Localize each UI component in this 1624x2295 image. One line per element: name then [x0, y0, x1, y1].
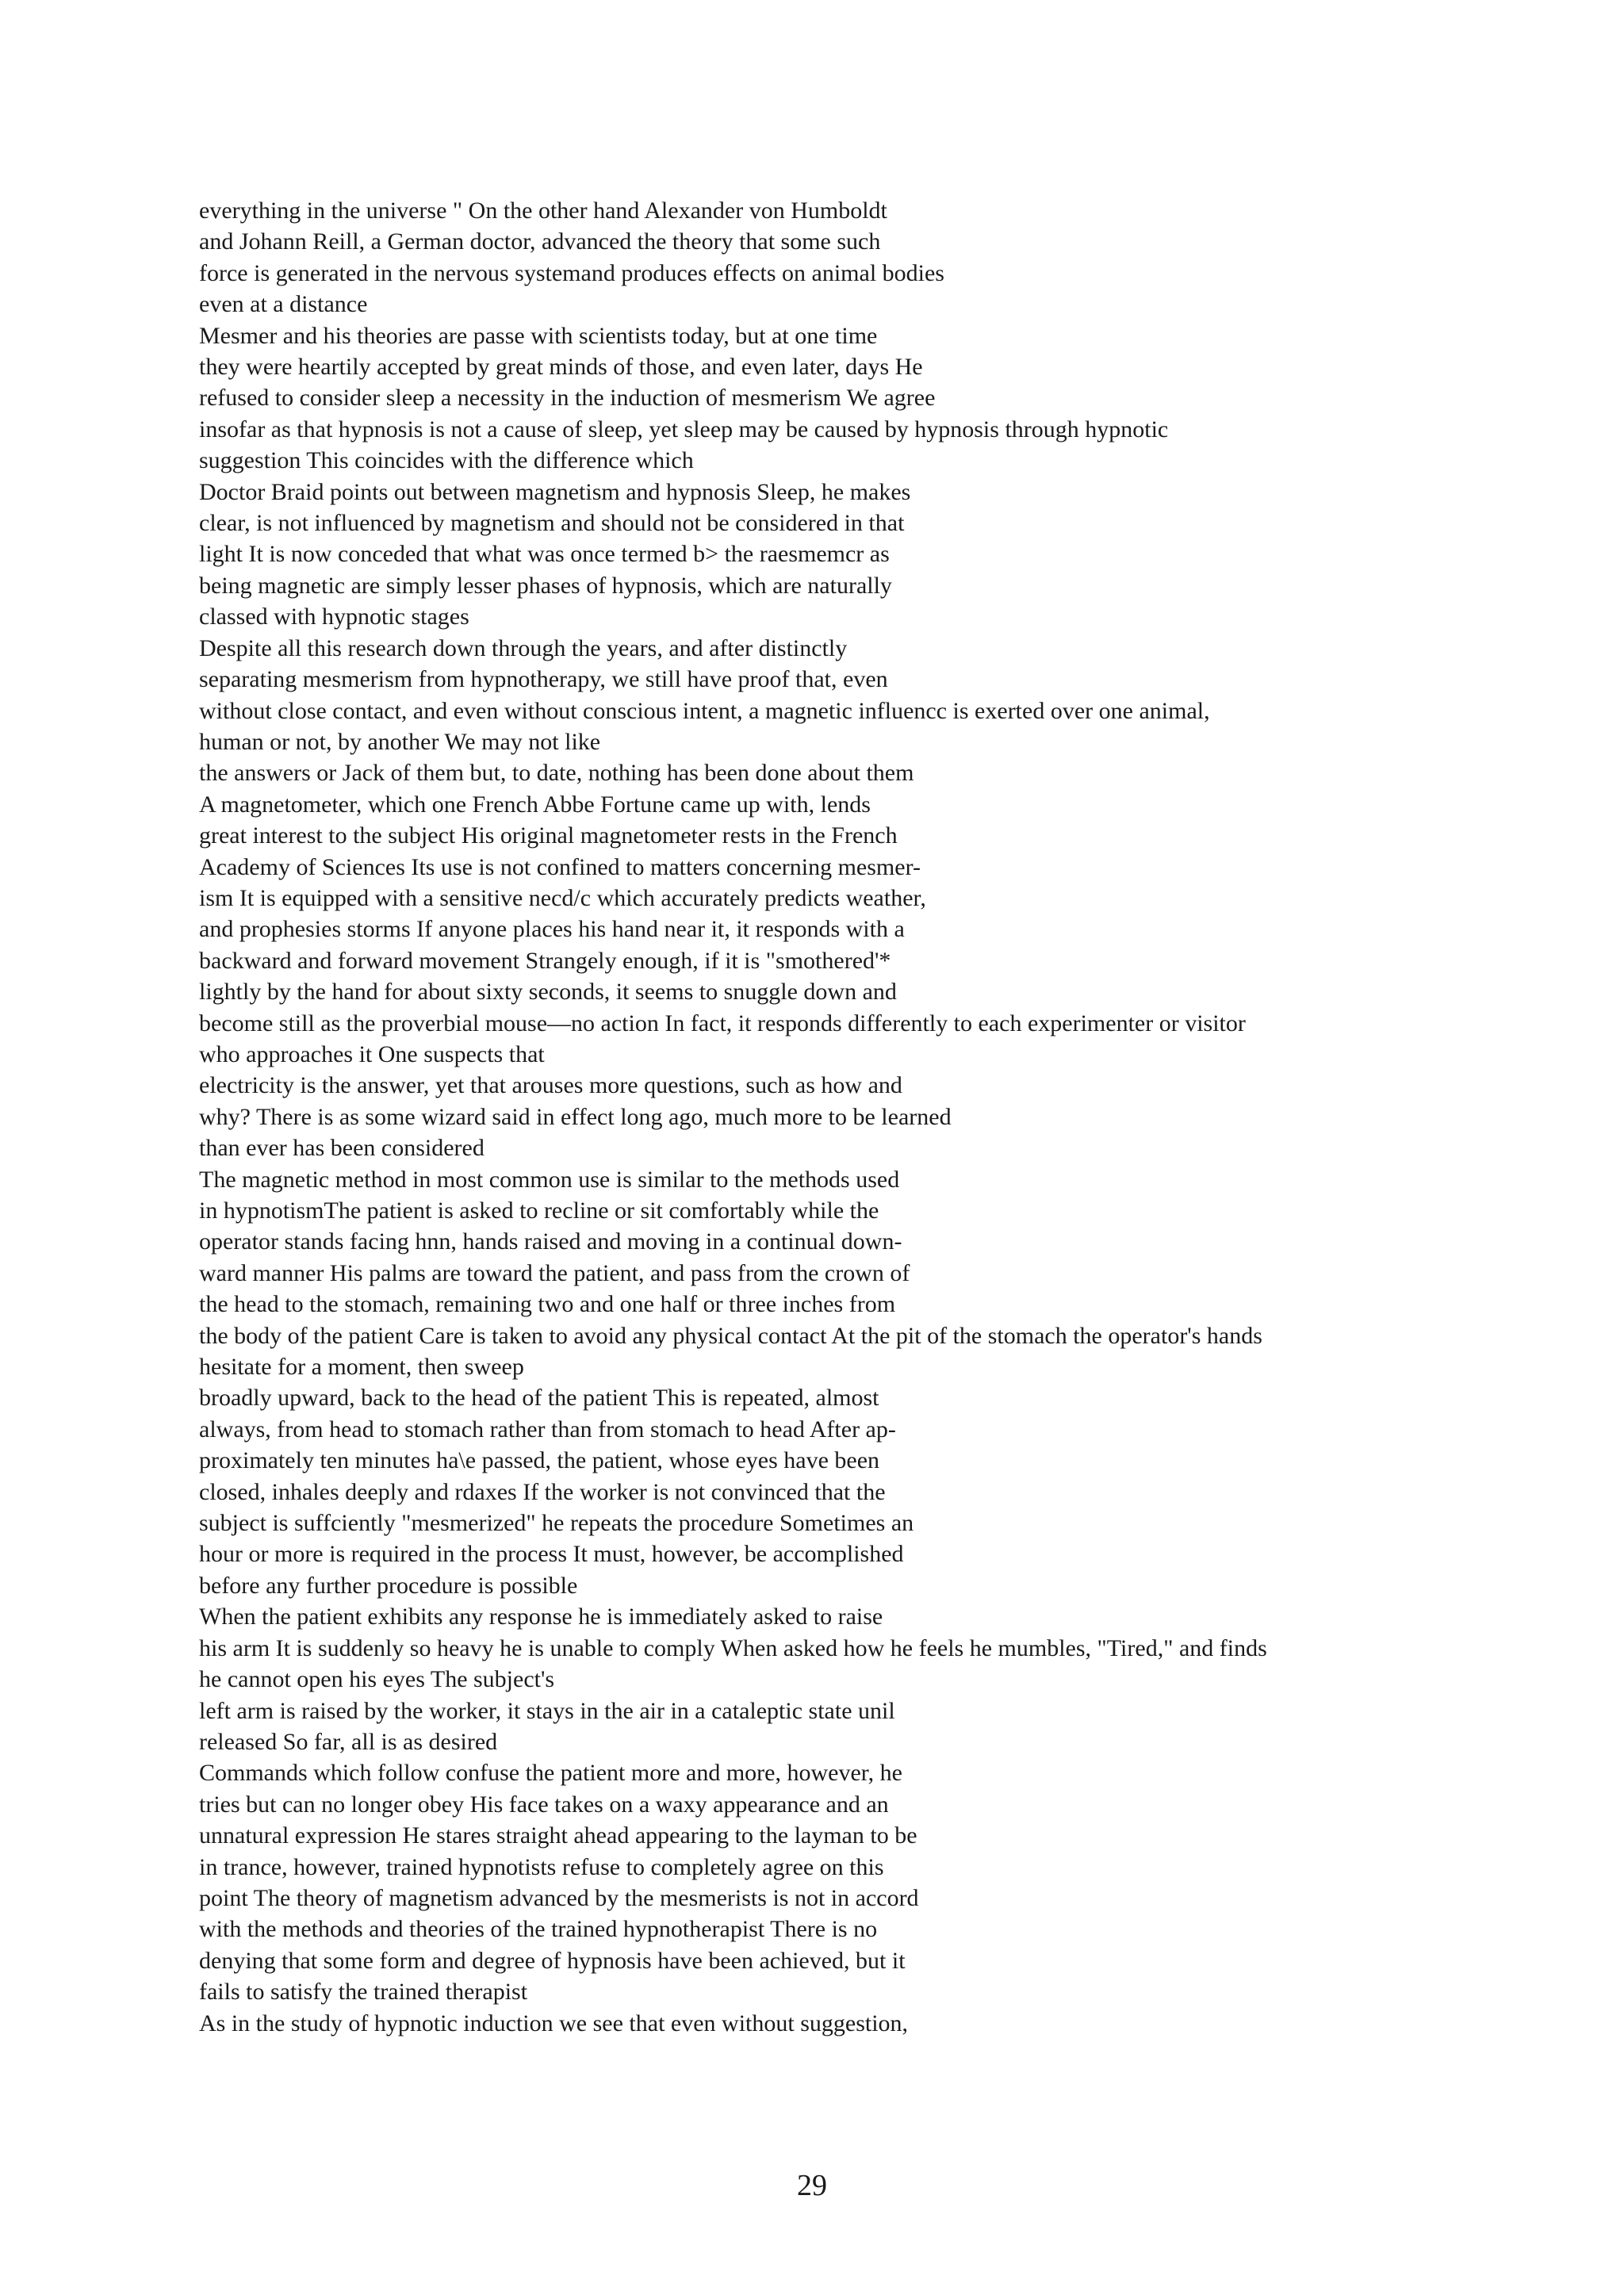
text-line: point The theory of magnetism advanced by the mesmerists is not in accord: [199, 1884, 919, 1911]
text-line: suggestion This coincides with the difference which: [199, 447, 694, 474]
text-line: ward manner His palms are toward the patient, and pass from the crown of: [199, 1259, 910, 1286]
text-line: A magnetometer, which one French Abbe Fortune came up with, lends: [199, 791, 871, 818]
text-line: they were heartily accepted by great minds of those, and even later, days He: [199, 354, 923, 381]
text-line: and Johann Reill, a German doctor, advanced the theory that some such: [199, 228, 881, 255]
text-line: in trance, however, trained hypnotists refuse to completely agree on this: [199, 1853, 884, 1880]
text-line: the body of the patient Care is taken to avoid any physical contact At the pit of the stomach the operator's hands: [199, 1322, 1262, 1349]
text-line: subject is suffciently "mesmerized" he repeats the procedure Sometimes an: [199, 1510, 914, 1537]
text-line: the head to the stomach, remaining two and one half or three inches from: [199, 1291, 896, 1318]
text-line: tries but can no longer obey His face takes on a waxy appearance and an: [199, 1791, 889, 1818]
text-line: fails to satisfy the trained therapist: [199, 1979, 528, 2006]
text-line: his arm It is suddenly so heavy he is unable to comply When asked how he feels he mumbles, "Tired," and finds: [199, 1634, 1267, 1661]
text-line: The magnetic method in most common use is similar to the methods used: [199, 1166, 900, 1193]
text-line: closed, inhales deeply and rdaxes If the worker is not convinced that the: [199, 1478, 886, 1505]
text-line: become still as the proverbial mouse—no action In fact, it responds differently to each experimenter or visitor: [199, 1010, 1246, 1036]
page-number: 29: [797, 2169, 827, 2202]
text-line: he cannot open his eyes The subject's: [199, 1666, 555, 1693]
text-line: Commands which follow confuse the patient more and more, however, he: [199, 1760, 902, 1787]
text-line: clear, is not influenced by magnetism and should not be considered in that: [199, 510, 905, 537]
text-line: separating mesmerism from hypnotherapy, we still have proof that, even: [199, 666, 888, 693]
text-line: force is generated in the nervous systemand produces effects on animal bodies: [199, 259, 944, 286]
text-line: refused to consider sleep a necessity in the induction of mesmerism We agree: [199, 385, 936, 412]
text-line: Doctor Braid points out between magnetism and hypnosis Sleep, he makes: [199, 478, 911, 505]
body-text: [199, 195, 1547, 2039]
text-line: broadly upward, back to the head of the patient This is repeated, almost: [199, 1385, 879, 1412]
text-line: light It is now conceded that what was once termed b> the raesmemcr as: [199, 541, 890, 568]
text-line: being magnetic are simply lesser phases of hypnosis, which are naturally: [199, 572, 892, 599]
text-line: why? There is as some wizard said in effect long ago, much more to be learned: [199, 1103, 952, 1130]
text-line: operator stands facing hnn, hands raised and moving in a continual down-: [199, 1228, 902, 1255]
text-line: backward and forward movement Strangely enough, if it is "smothered'*: [199, 947, 891, 974]
text-line: without close contact, and even without conscious intent, a magnetic influencc is exerted over one animal,: [199, 697, 1210, 724]
text-line: electricity is the answer, yet that arouses more questions, such as how and: [199, 1072, 902, 1099]
text-line: Academy of Sciences Its use is not confined to matters concerning mesmer-: [199, 853, 921, 880]
text-line: insofar as that hypnosis is not a cause of sleep, yet sleep may be caused by hypnosis through hypnotic: [199, 416, 1169, 443]
text-line: before any further procedure is possible: [199, 1572, 578, 1599]
text-line: proximately ten minutes ha\e passed, the patient, whose eyes have been: [199, 1447, 880, 1474]
text-line: Despite all this research down through the years, and after distinctly: [199, 634, 848, 661]
text-line: classed with hypnotic stages: [199, 603, 469, 630]
text-line: hesitate for a moment, then sweep: [199, 1354, 524, 1381]
text-line: lightly by the hand for about sixty seconds, it seems to snuggle down and: [199, 979, 897, 1006]
text-line: and prophesies storms If anyone places his hand near it, it responds with a: [199, 916, 905, 943]
text-line: ism It is equipped with a sensitive necd/c which accurately predicts weather,: [199, 884, 926, 911]
text-line: the answers or Jack of them but, to date, nothing has been done about them: [199, 760, 914, 787]
text-line: always, from head to stomach rather than from stomach to head After ap-: [199, 1416, 896, 1443]
text-line: than ever has been considered: [199, 1135, 485, 1162]
text-line: unnatural expression He stares straight ahead appearing to the layman to be: [199, 1822, 917, 1849]
text-line: who approaches it One suspects that: [199, 1040, 545, 1067]
text-line: denying that some form and degree of hypnosis have been achieved, but it: [199, 1947, 906, 1974]
text-line: hour or more is required in the process It must, however, be accomplished: [199, 1541, 904, 1568]
text-line: great interest to the subject His original magnetometer rests in the French: [199, 822, 898, 849]
text-line: left arm is raised by the worker, it stays in the air in a cataleptic state unil: [199, 1697, 895, 1724]
text-line: human or not, by another We may not like: [199, 728, 601, 755]
text-line: everything in the universe " On the other hand Alexander von Humboldt: [199, 197, 887, 224]
text-line: released So far, all is as desired: [199, 1728, 498, 1755]
text-line: in hypnotismThe patient is asked to recline or sit comfortably while the: [199, 1197, 879, 1224]
text-line: Mesmer and his theories are passe with scientists today, but at one time: [199, 322, 878, 349]
text-line: When the patient exhibits any response he is immediately asked to raise: [199, 1603, 883, 1630]
text-line: even at a distance: [199, 291, 368, 318]
text-line: with the methods and theories of the trained hypnotherapist There is no: [199, 1916, 878, 1943]
text-line: As in the study of hypnotic induction we see that even without suggestion,: [199, 2010, 909, 2036]
